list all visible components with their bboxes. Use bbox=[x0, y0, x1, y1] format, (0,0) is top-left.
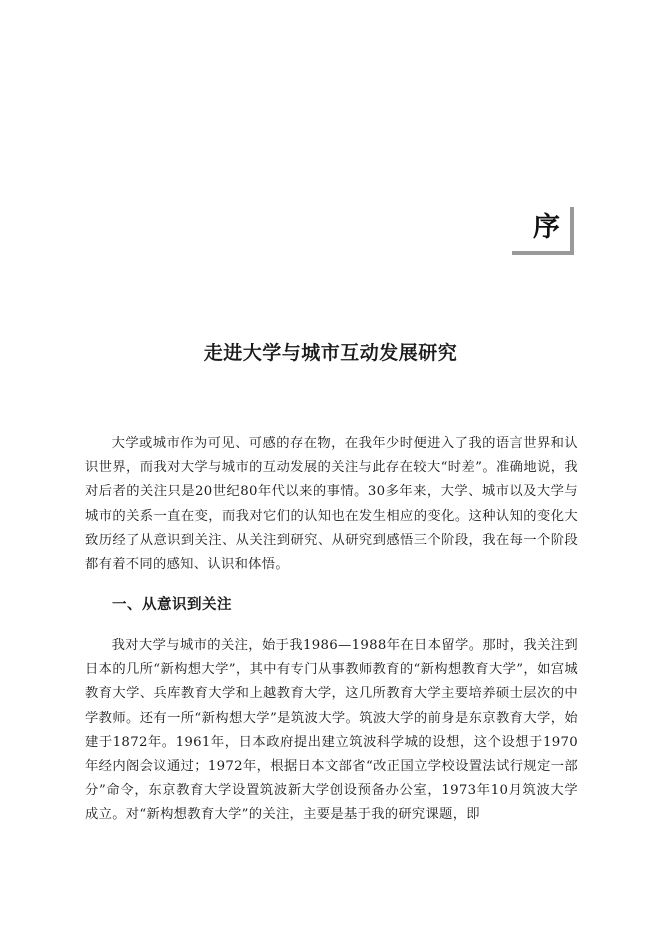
preface-chapter-mark bbox=[512, 207, 574, 255]
preface-chapter-char: 序 bbox=[533, 212, 560, 243]
section-heading: 一、从意识到关注 bbox=[112, 597, 232, 613]
paragraph-intro: 大学或城市作为可见、可感的存在物，在我年少时便进入了我的语言世界和认识世界，而我对大学与城市的互动发展的关注与此存在较大“时差”。准确地说，我对后者的关注只是20世纪80年代以来的事情。30多年来，大学、城市以及大学与城市的关系一直在变，而我对它们的认知也在发生相应的变化。这种认知的变化大致历经了从意识到关注、从关注到研究、从研究到感悟三个阶段，我在每一个阶段都有着不同的感知、认识和体悟。 bbox=[85, 436, 578, 573]
paragraph-section-one: 我对大学与城市的关注，始于我1986—1988年在日本留学。那时，我关注到日本的几所“新构想大学”，其中有专门从事教师教育的“新构想教育大学”，如宫城教育大学、兵库教育大学和上越教育大学，这几所教育大学主要培养硕士层次的中学教师。还有一所“新构想大学”是筑波大学。筑波大学的前身是东京教育大学，始建于1872年。1961年，日本政府提出建立筑波科学城的设想，这个设想于1970年经内阁会议通过；1972年，根据日本文部省“改正国立学校设置法试行规定一部分”命令，东京教育大学设置筑波新大学创设预备办公室，1973年10月筑波大学成立。对“新构想教育大学”的关注，主要是基于我的研究课题，即 bbox=[85, 638, 578, 823]
page-title: 走进大学与城市互动发展研究 bbox=[203, 342, 458, 364]
